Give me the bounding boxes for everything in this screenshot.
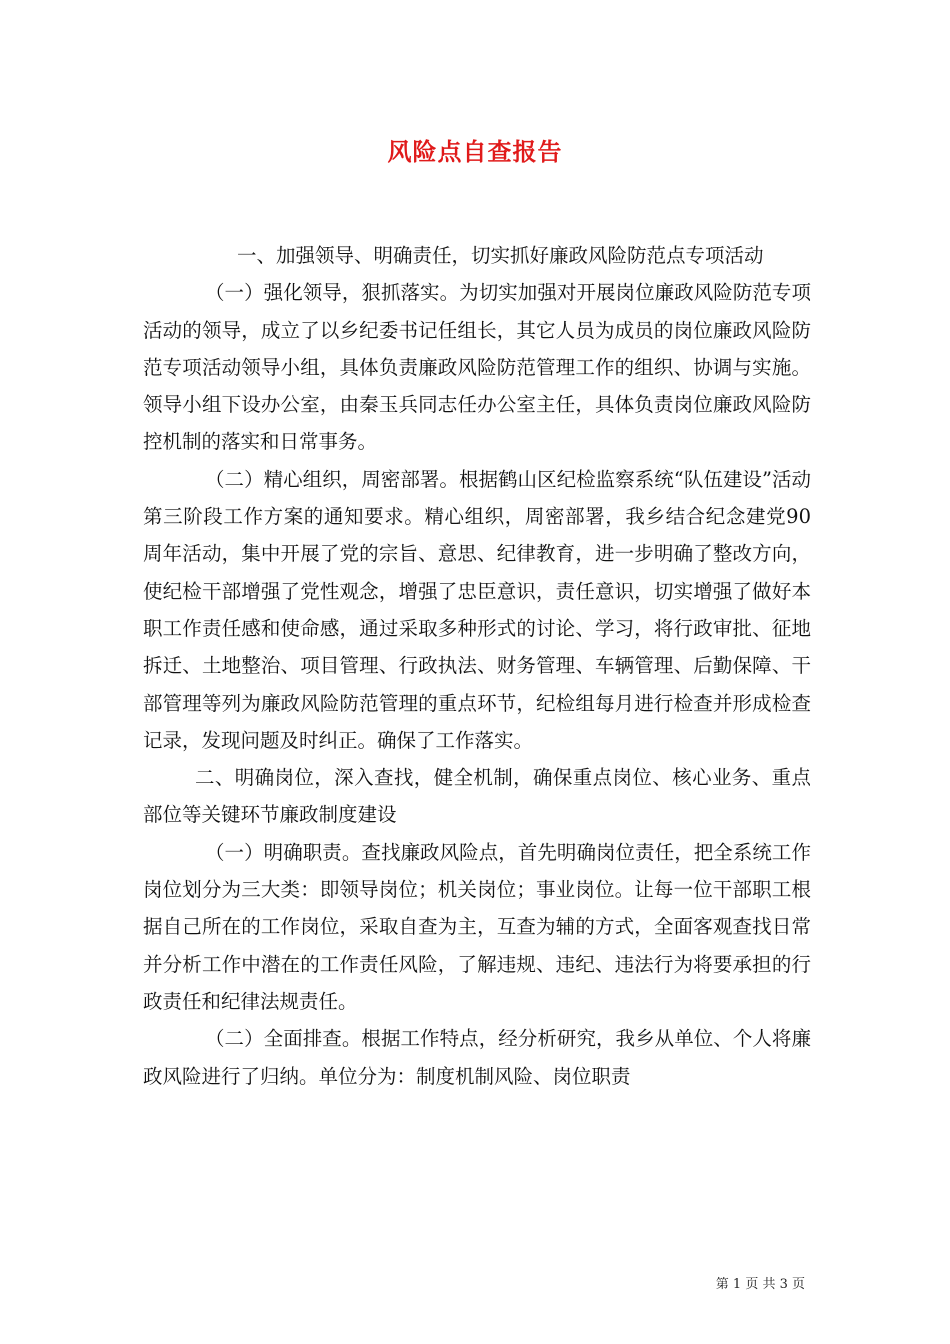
paragraph-responsibilities: （一）明确职责。查找廉政风险点，首先明确岗位责任，把全系统工作岗位划分为三大类：即领导岗位；机关岗位；事业岗位。让每一位干部职工根据自己所在的工作岗位，采取自查为主，互查为辅的方式，全面客观查找日常并分析工作中潜在的工作责任风险，了解违规、违纪、违法行为将要承担的行政责任和纪律法规责任。 (143, 840, 811, 1013)
document-title: 风险点自查报告 (387, 137, 563, 166)
section-heading-2: 二、明确岗位，深入查找，健全机制，确保重点岗位、核心业务、重点部位等关键环节廉政制度建设 (143, 766, 811, 827)
paragraph-inspection: （二）全面排查。根据工作特点，经分析研究，我乡从单位、个人将廉政风险进行了归纳。单位分为：制度机制风险、岗位职责 (143, 1027, 811, 1088)
document-body (143, 237, 811, 1095)
page-number: 第 1 页 共 3 页 (715, 1277, 805, 1292)
paragraph-organization: （二）精心组织，周密部署。根据鹤山区纪检监察系统“队伍建设”活动第三阶段工作方案的通知要求。精心组织，周密部署，我乡结合纪念建党90周年活动，集中开展了党的宗旨、意思、纪律教育，进一步明确了整改方向，使纪检干部增强了党性观念，增强了忠臣意识，责任意识，切实增强了做好本职工作责任感和使命感，通过采取多种形式的讨论、学习，将行政审批、征地拆迁、土地整治、项目管理、行政执法、财务管理、车辆管理、后勤保障、干部管理等列为廉政风险防范管理的重点环节，纪检组每月进行检查并形成检查记录，发现问题及时纠正。确保了工作落实。 (143, 467, 811, 752)
section-heading-1: 一、加强领导、明确责任，切实抓好廉政风险防范点专项活动 (237, 244, 764, 267)
paragraph-leadership: （一）强化领导，狠抓落实。为切实加强对开展岗位廉政风险防范专项活动的领导，成立了以乡纪委书记任组长，其它人员为成员的岗位廉政风险防范专项活动领导小组，具体负责廉政风险防范管理工作的组织、协调与实施。领导小组下设办公室，由秦玉兵同志任办公室主任，具体负责岗位廉政风险防控机制的落实和日常事务。 (143, 281, 811, 454)
